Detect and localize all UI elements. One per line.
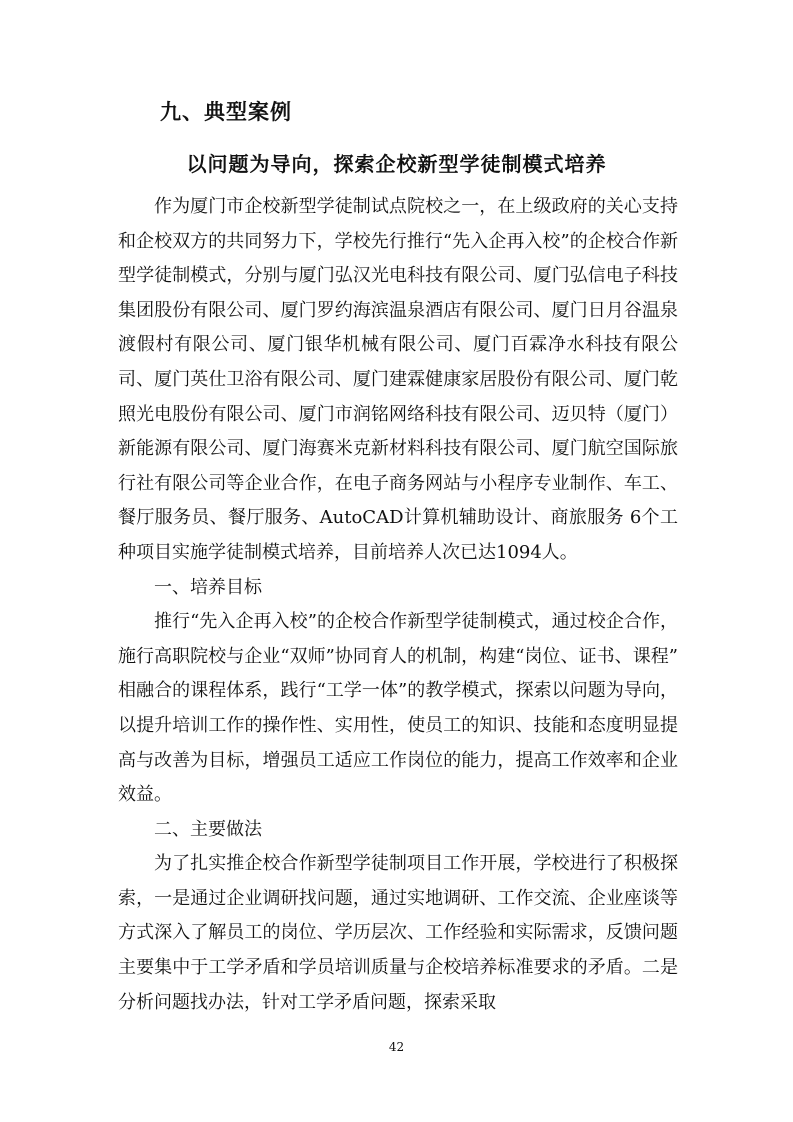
body-text: [118, 190, 678, 1020]
section-heading: 九、典型案例: [160, 99, 292, 124]
intro-paragraph: 作为厦门市企校新型学徒制试点院校之一，在上级政府的关心支持和企校双方的共同努力下，学校先行推行“先入企再入校”的企校合作新型学徒制模式，分别与厦门弘汉光电科技有限公司、厦门弘信电子科技集团股份有限公司、厦门罗约海滨温泉酒店有限公司、厦门日月谷温泉渡假村有限公司、厦门银华机械有限公司、厦门百霖净水科技有限公司、厦门英仕卫浴有限公司、厦门建霖健康家居股份有限公司、厦门乾照光电股份有限公司、厦门市润铭网络科技有限公司、迈贝特（厦门）新能源有限公司、厦门海赛米克新材料科技有限公司、厦门航空国际旅行社有限公司等企业合作，在电子商务网站与小程序专业制作、车工、餐厅服务员、餐厅服务、AutoCAD计算机辅助设计、商旅服务 6个工种项目实施学徒制模式培养，目前培养人次已达1094人。: [118, 196, 678, 563]
methods-paragraph: 为了扎实推企校合作新型学徒制项目工作开展，学校进行了积极探索，一是通过企业调研找问题，通过实地调研、工作交流、企业座谈等方式深入了解员工的岗位、学历层次、工作经验和实际需求，反馈问题主要集中于工学矛盾和学员培训质量与企校培养标准要求的矛盾。二是分析问题找办法，针对工学矛盾问题，探索采取: [118, 853, 678, 1013]
goals-paragraph: 推行“先入企再入校”的企校合作新型学徒制模式，通过校企合作，施行高职院校与企业“双师”协同育人的机制，构建“岗位、证书、课程” 相融合的课程体系，践行“工学一体”的教学模式，探索以问题为导向，以提升培训工作的操作性、实用性，使员工的知识、技能和态度明显提高与改善为目标，增强员工适应工作岗位的能力，提高工作效率和企业效益。: [118, 611, 678, 806]
page-number: 42: [388, 1040, 405, 1054]
subsection-heading-goals: 一、培养目标: [154, 576, 262, 598]
subsection-heading-methods: 二、主要做法: [154, 818, 262, 840]
document-title: 以问题为导向，探索企校新型学徒制模式培养: [186, 152, 607, 176]
